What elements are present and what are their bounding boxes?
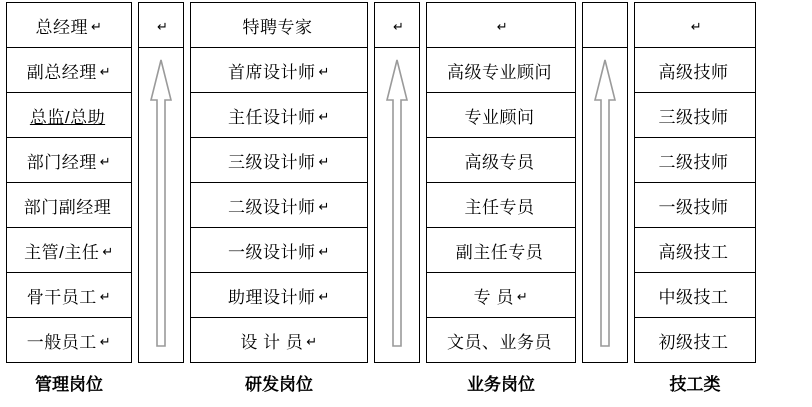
cell-text: 二级技师 [658,152,729,172]
table-row [427,3,575,48]
cell-text: 一般员工 [26,332,97,352]
cell-text: 高级专员 [464,152,535,172]
column-labels [0,370,812,395]
cell-text: 专 员 [473,287,514,307]
table-row [7,183,131,228]
table-row [191,48,367,93]
arrow-top-cell [375,3,419,48]
table-row [427,138,575,183]
cell-text: 主任设计师 [228,107,316,127]
up-arrow-icon [150,58,172,348]
cell-text: 部门副经理 [23,197,112,217]
table-row [635,3,755,48]
cell-text: 首席设计师 [228,62,316,82]
column-business [426,2,576,363]
table-row [427,183,575,228]
cell-text: 文员、业务员 [447,332,552,352]
cell-text: 一级技师 [658,197,729,217]
arrow-top-cell [139,3,183,48]
paragraph-mark-icon: ↵ [516,288,529,304]
table-row [635,273,755,318]
cell-text: 总经理 [35,17,89,37]
cell-text: 主任专员 [464,197,535,217]
paragraph-mark-icon: ↵ [318,198,330,214]
label-business: 业务岗位 [467,375,535,394]
cell-text: 骨干员工 [26,287,97,307]
arrow-column-2 [374,2,420,363]
column-rd [190,2,368,363]
table-row [7,138,131,183]
cell-text: 副总经理 [26,62,97,82]
label-rd: 研发岗位 [245,375,313,394]
cell-text: 总监/总助 [29,107,106,127]
paragraph-mark-icon: ↵ [496,18,509,34]
paragraph-mark-icon: ↵ [318,288,330,304]
column-management [6,2,132,363]
table-row [191,93,367,138]
table-row [191,3,367,48]
paragraph-mark-icon: ↵ [318,108,330,124]
label-technician: 技工类 [669,375,721,394]
paragraph-mark-icon: ↵ [393,18,404,34]
table-row [635,138,755,183]
paragraph-mark-icon: ↵ [99,63,112,79]
cell-text: 三级设计师 [228,152,316,172]
cell-text: 特聘专家 [242,17,313,37]
cell-text: 高级专业顾问 [447,62,552,82]
table-row [191,138,367,183]
cell-text: 一级设计师 [228,242,316,262]
arrow-column-3 [582,2,628,363]
paragraph-mark-icon: ↵ [99,153,112,169]
table-row [191,183,367,228]
table-row [7,273,131,318]
cell-text: 二级设计师 [228,197,316,217]
paragraph-mark-icon: ↵ [99,288,112,304]
paragraph-mark-icon: ↵ [306,333,318,349]
cell-text: 专业顾问 [464,107,535,127]
cell-text: 部门经理 [26,152,97,172]
up-arrow-icon [386,58,408,348]
paragraph-mark-icon: ↵ [318,243,330,259]
table-row [191,228,367,273]
arrow-column-1 [138,2,184,363]
paragraph-mark-icon: ↵ [318,63,330,79]
up-arrow-icon [594,58,616,348]
table-row [191,318,367,363]
arrow-body [583,48,627,363]
table-row [7,48,131,93]
table-row [191,273,367,318]
label-management: 管理岗位 [35,375,103,394]
table-row [7,228,131,273]
cell-text: 中级技工 [658,287,729,307]
arrow-body [139,48,183,363]
table-row [7,93,131,138]
cell-text: 设 计 员 [240,332,304,352]
arrow-top-cell [583,3,627,48]
cell-text: 高级技工 [658,242,729,262]
table-row [635,93,755,138]
paragraph-mark-icon: ↵ [690,18,703,34]
table-row [427,318,575,363]
cell-text: 初级技工 [658,332,729,352]
table-row [7,318,131,363]
cell-text: 副主任专员 [455,242,544,262]
table-row [635,318,755,363]
paragraph-mark-icon: ↵ [102,243,114,259]
table-row [427,93,575,138]
table-row [635,183,755,228]
paragraph-mark-icon: ↵ [157,18,168,34]
arrow-body [375,48,419,363]
table-row [635,228,755,273]
table-row [427,228,575,273]
cell-text: 主管/主任 [24,242,100,262]
paragraph-mark-icon: ↵ [91,18,103,34]
cell-text: 助理设计师 [228,287,316,307]
table-row [635,48,755,93]
table-row [7,3,131,48]
cell-text: 三级技师 [658,107,729,127]
table-row [427,273,575,318]
column-technician [634,2,756,363]
cell-text: 高级技师 [658,62,729,82]
paragraph-mark-icon: ↵ [318,153,330,169]
table-row [427,48,575,93]
paragraph-mark-icon: ↵ [99,333,112,349]
